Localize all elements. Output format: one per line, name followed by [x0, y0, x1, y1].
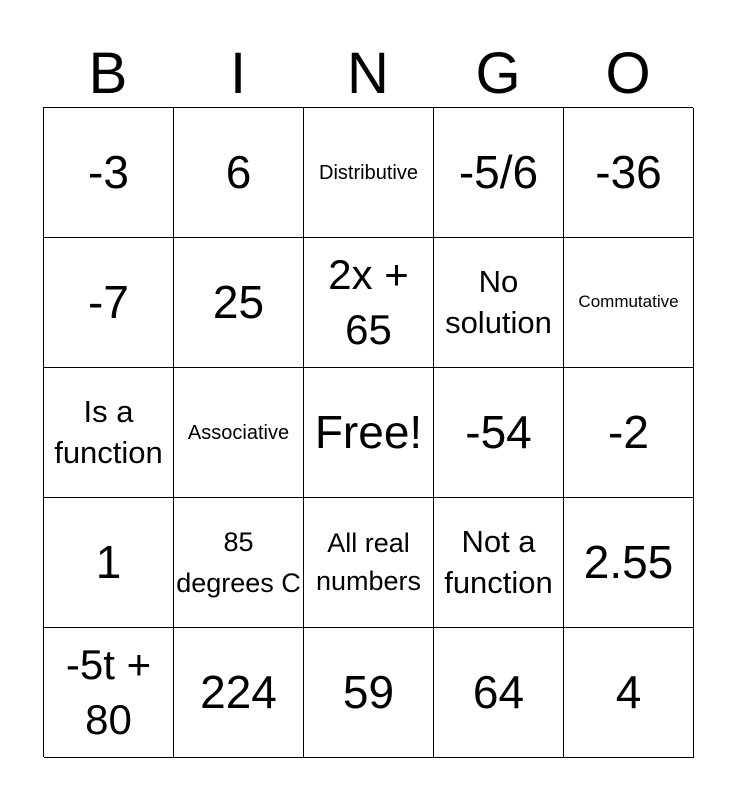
header-letter-g: G: [475, 41, 521, 106]
header-letter-i: I: [229, 41, 247, 106]
bingo-cell[interactable]: 59: [304, 628, 434, 758]
bingo-cell[interactable]: 6: [174, 108, 304, 238]
bingo-cell[interactable]: -5/6: [434, 108, 564, 238]
bingo-cell[interactable]: 224: [174, 628, 304, 758]
bingo-cell[interactable]: -54: [434, 368, 564, 498]
bingo-cell[interactable]: 85 degrees C: [174, 498, 304, 628]
bingo-cell[interactable]: 25: [174, 238, 304, 368]
bingo-cell[interactable]: -5t + 80: [44, 628, 174, 758]
bingo-cell[interactable]: 64: [434, 628, 564, 758]
bingo-cell[interactable]: Distributive: [304, 108, 434, 238]
bingo-cell[interactable]: 2x + 65: [304, 238, 434, 368]
header-letter-n: N: [347, 41, 389, 106]
bingo-cell[interactable]: Not a function: [434, 498, 564, 628]
bingo-header: [43, 40, 693, 108]
bingo-cell[interactable]: Associative: [174, 368, 304, 498]
bingo-cell[interactable]: 4: [564, 628, 694, 758]
bingo-cell[interactable]: Is a function: [44, 368, 174, 498]
bingo-cell-free[interactable]: Free!: [304, 368, 434, 498]
bingo-board: [43, 107, 693, 757]
bingo-cell[interactable]: Commutative: [564, 238, 694, 368]
bingo-cell[interactable]: No solution: [434, 238, 564, 368]
bingo-cell[interactable]: All real numbers: [304, 498, 434, 628]
bingo-cell[interactable]: -7: [44, 238, 174, 368]
bingo-cell[interactable]: 1: [44, 498, 174, 628]
bingo-cell[interactable]: 2.55: [564, 498, 694, 628]
bingo-cell[interactable]: -2: [564, 368, 694, 498]
bingo-cell[interactable]: -3: [44, 108, 174, 238]
bingo-cell[interactable]: -36: [564, 108, 694, 238]
header-letter-b: B: [88, 41, 128, 106]
header-letter-o: O: [605, 41, 651, 106]
